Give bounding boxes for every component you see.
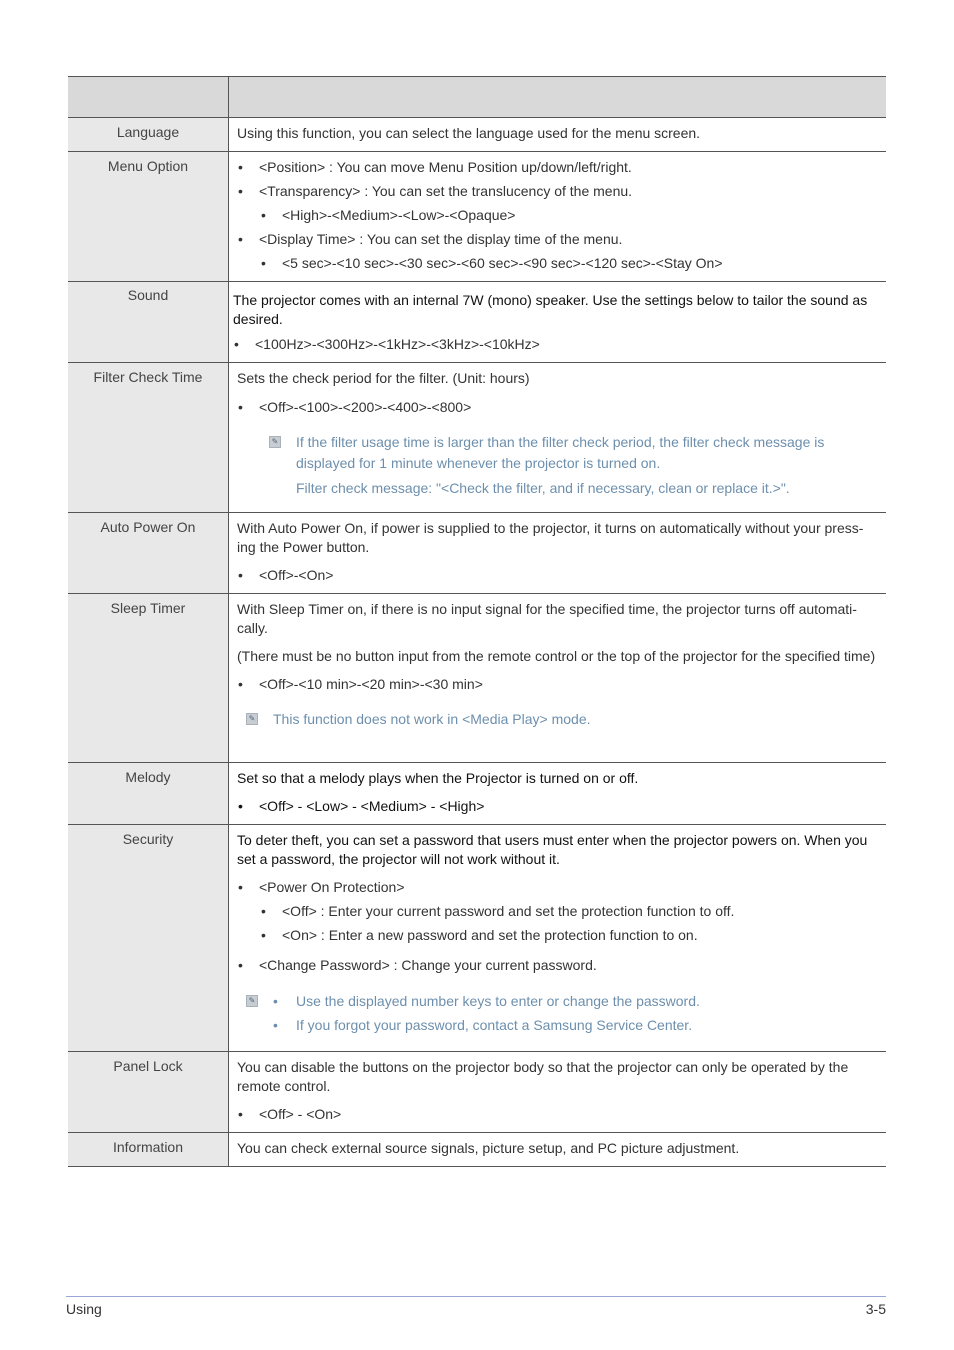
- description-text: (There must be no button input from the remote control or the top of the projector for the specified time): [237, 648, 876, 664]
- bullet-list: [237, 956, 878, 975]
- note-text: This function does not work in <Media Play> mode.: [273, 711, 591, 727]
- row-label-panel-lock: Panel Lock: [68, 1052, 229, 1133]
- list-item: • <Display Time> : You can set the display time of the menu.: [237, 230, 878, 249]
- row-label-filter-check-time: Filter Check Time: [68, 363, 229, 513]
- description-text: To deter theft, you can set a password that users must enter when the projector powers on. When you set a password, the projector will not work without it.: [237, 832, 868, 867]
- list-item: • <100Hz>-<300Hz>-<1kHz>-<3kHz>-<10kHz>: [233, 335, 878, 354]
- description-text: With Auto Power On, if power is supplied to the projector, it turns on automatically without your press-ing the Power button.: [237, 520, 864, 555]
- list-item: • <Off> : Enter your current password and set the protection function to off.: [237, 902, 878, 921]
- row-desc-security: [229, 825, 887, 1052]
- row-desc-auto-power-on: [229, 513, 887, 594]
- list-item: • Use the displayed number keys to enter or change the password.: [273, 991, 878, 1012]
- sub-bullet-list: [237, 254, 878, 273]
- description-text: Sets the check period for the filter. (Unit: hours): [237, 370, 530, 386]
- row-label-sleep-timer: Sleep Timer: [68, 594, 229, 763]
- row-label-language: Language: [68, 118, 229, 152]
- row-desc-menu-option: [229, 152, 887, 282]
- description-text: Using this function, you can select the language used for the menu screen.: [237, 125, 701, 141]
- row-desc-panel-lock: [229, 1052, 887, 1133]
- note-text: Filter check message: "<Check the filter, and if necessary, clean or replace it.>".: [296, 480, 790, 496]
- footer-section-title: Using: [66, 1301, 102, 1317]
- sub-bullet-list: [237, 902, 878, 945]
- table-row: [68, 763, 886, 825]
- description-text: With Sleep Timer on, if there is no input signal for the specified time, the projector turns off automati-cally.: [237, 601, 857, 636]
- list-item: • <Power On Protection>: [237, 878, 878, 897]
- list-item: • <Transparency> : You can set the translucency of the menu.: [237, 182, 878, 201]
- list-item: • <On> : Enter a new password and set the protection function to on.: [237, 926, 878, 945]
- description-text: The projector comes with an internal 7W (mono) speaker. Use the settings below to tailor the sound as desired.: [233, 292, 868, 327]
- row-label-auto-power-on: Auto Power On: [68, 513, 229, 594]
- row-label-sound: Sound: [68, 282, 229, 363]
- bullet-list: [237, 398, 878, 417]
- bullet-list: [237, 566, 878, 585]
- row-desc-filter-check-time: [229, 363, 887, 513]
- note-box: [237, 432, 878, 499]
- note-box: [237, 709, 878, 730]
- list-item: • <5 sec>-<10 sec>-<30 sec>-<60 sec>-<90 sec>-<120 sec>-<Stay On>: [237, 254, 878, 273]
- header-cell-option: [68, 77, 229, 118]
- list-item: • <Off>-<100>-<200>-<400>-<800>: [237, 398, 878, 417]
- footer-divider: [66, 1296, 886, 1297]
- description-text: You can check external source signals, picture setup, and PC picture adjustment.: [237, 1140, 740, 1156]
- bullet-list: [237, 1105, 878, 1124]
- list-item: • <Off>-<10 min>-<20 min>-<30 min>: [237, 675, 878, 694]
- footer-page-number: 3-5: [865, 1301, 886, 1317]
- list-item: • <Off>-<On>: [237, 566, 878, 585]
- list-item: • <Off> - <Low> - <Medium> - <High>: [237, 797, 878, 816]
- list-item: • <Change Password> : Change your current password.: [237, 956, 878, 975]
- table-row: [68, 1133, 886, 1167]
- bullet-list: [237, 230, 878, 249]
- bullet-list: [237, 878, 878, 897]
- table-row: [68, 825, 886, 1052]
- list-item: • <Off> - <On>: [237, 1105, 878, 1124]
- note-icon: ✎: [246, 713, 258, 725]
- row-desc-melody: [229, 763, 887, 825]
- bullet-list: [237, 797, 878, 816]
- table-row: [68, 513, 886, 594]
- table-row: [68, 363, 886, 513]
- row-label-melody: Melody: [68, 763, 229, 825]
- table-row: [68, 152, 886, 282]
- note-text: If the filter usage time is larger than the filter check period, the filter check message is displayed for 1 minute whenever the projector is turned on.: [296, 434, 825, 471]
- note-list: [273, 991, 878, 1036]
- note-box: [237, 991, 878, 1036]
- list-item: • <High>-<Medium>-<Low>-<Opaque>: [237, 206, 878, 225]
- row-desc-sound: [229, 282, 887, 363]
- header-cell-description: [229, 77, 887, 118]
- list-item: • If you forgot your password, contact a Samsung Service Center.: [273, 1015, 878, 1036]
- table-header-row: [68, 77, 886, 118]
- list-item: • <Position> : You can move Menu Position up/down/left/right.: [237, 158, 878, 177]
- row-label-information: Information: [68, 1133, 229, 1167]
- row-desc-language: [229, 118, 887, 152]
- description-text: You can disable the buttons on the projector body so that the projector can only be operated by the remote control.: [237, 1059, 849, 1094]
- description-text: Set so that a melody plays when the Projector is turned on or off.: [237, 770, 639, 786]
- settings-table: [68, 76, 886, 1167]
- sub-bullet-list: [237, 206, 878, 225]
- table-row: [68, 1052, 886, 1133]
- note-icon: ✎: [246, 995, 258, 1007]
- bullet-list: [237, 158, 878, 201]
- bullet-list: [233, 335, 878, 354]
- row-desc-sleep-timer: [229, 594, 887, 763]
- row-label-menu-option: Menu Option: [68, 152, 229, 282]
- row-label-security: Security: [68, 825, 229, 1052]
- note-icon: ✎: [269, 436, 281, 448]
- bullet-list: [237, 675, 878, 694]
- table-row: [68, 282, 886, 363]
- table-row: [68, 594, 886, 763]
- table-row: [68, 118, 886, 152]
- row-desc-information: [229, 1133, 887, 1167]
